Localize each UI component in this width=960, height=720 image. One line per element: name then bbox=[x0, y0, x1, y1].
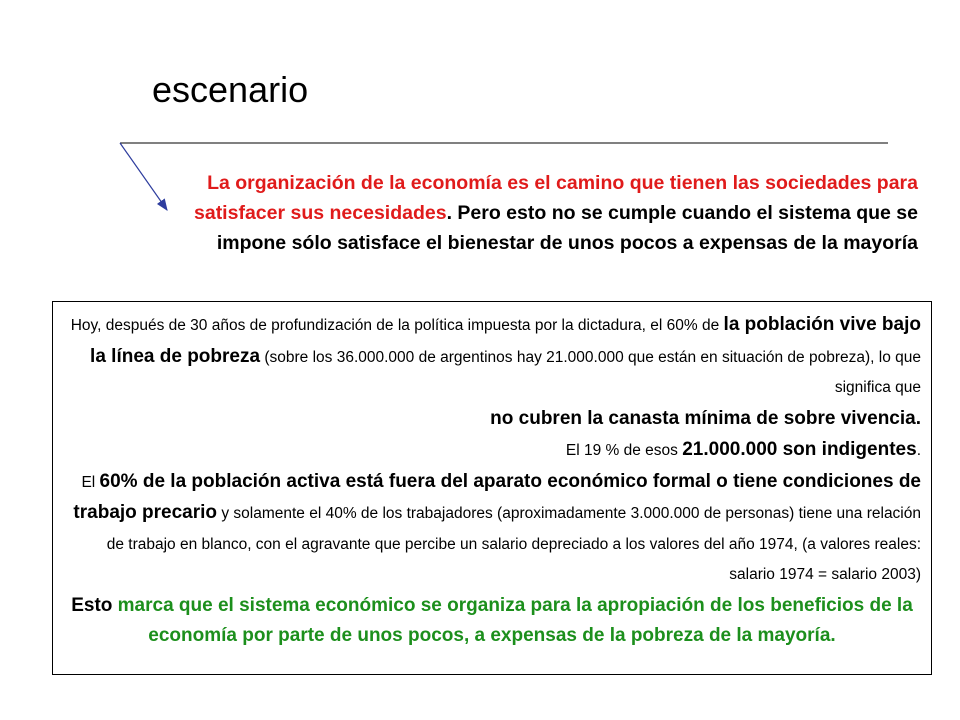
paragraph-indigent bbox=[63, 435, 921, 467]
intro-red-text: La organización de la economía es el camino que tienen las sociedades para satisfacer sus necesidades bbox=[194, 172, 918, 224]
conclusion-black-text: Esto bbox=[71, 594, 118, 616]
conclusion-green-text: marca que el sistema económico se organiza para la apropiación de los beneficios de la economía por parte de unos pocos, a expensas de la pobreza de la mayoría. bbox=[117, 594, 913, 646]
slide-title: escenario bbox=[152, 69, 309, 110]
employment-highlight: 60% de la población activa está fuera del aparato económico formal o tiene condiciones de trabajo precario bbox=[73, 470, 921, 523]
paragraph-employment bbox=[63, 467, 921, 591]
employment-intro-text: El bbox=[81, 473, 100, 491]
intro-paragraph bbox=[150, 168, 918, 258]
poverty-intro-text: Hoy, después de 30 años de profundización de la política impuesta por la dictadura, el 60% de bbox=[70, 317, 724, 334]
paragraph-basket bbox=[63, 404, 921, 436]
paragraph-poverty bbox=[63, 310, 921, 404]
basket-highlight: no cubren la canasta mínima de sobre vivencia. bbox=[490, 407, 921, 429]
indigent-highlight: 21.000.000 son indigentes bbox=[682, 439, 917, 460]
indigent-intro-text: El 19 % de esos bbox=[565, 442, 683, 459]
intro-period: . bbox=[446, 202, 452, 224]
indigent-period: . bbox=[916, 442, 921, 459]
poverty-detail-text: (sobre los 36.000.000 de argentinos hay 21.000.000 que están en situación de pobreza), lo que significa que bbox=[260, 348, 921, 396]
employment-detail-text: y solamente el 40% de los trabajadores (aproximadamente 3.000.000 de personas) tiene una relación de trabajo en blanco, con el agravante que percibe un salario depreciado a los valores del año 1974, (a valores reales: salario 1974 = salario 2003) bbox=[106, 505, 921, 583]
poverty-highlight: la población vive bajo la línea de pobreza bbox=[90, 314, 921, 367]
content-box bbox=[52, 301, 932, 675]
intro-black-text: Pero esto no se cumple cuando el sistema que se impone sólo satisface el bienestar de unos pocos a expensas de la mayoría bbox=[216, 202, 918, 254]
conclusion-paragraph bbox=[63, 591, 921, 652]
